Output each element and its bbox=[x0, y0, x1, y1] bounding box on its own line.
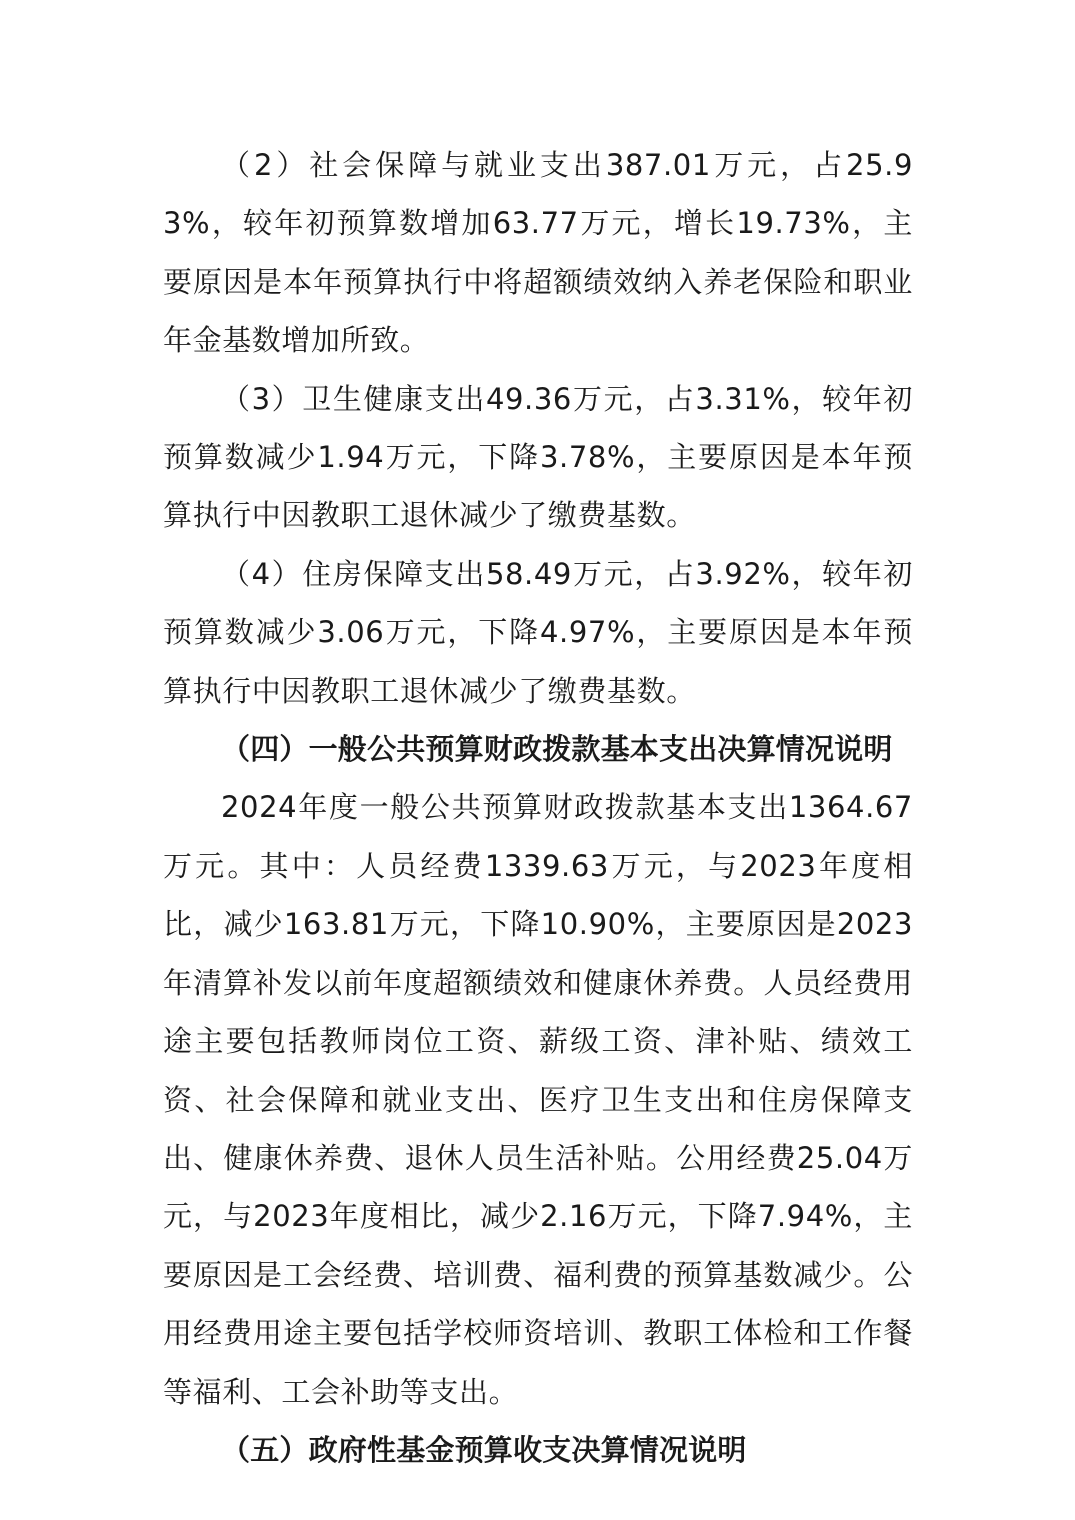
section-heading-government-fund: （五）政府性基金预算收支决算情况说明 bbox=[221, 1432, 747, 1467]
paragraph-housing-expense: （4）住房保障支出58.49万元，占3.92%，较年初预算数减少3.06万元，下降4.97%，主要原因是本年预算执行中因教职工退休减少了缴费基数。 bbox=[163, 556, 913, 708]
section-heading-basic-expenditure: （四）一般公共预算财政拨款基本支出决算情况说明 bbox=[221, 732, 893, 767]
paragraph-social-security-expense: （2）社会保障与就业支出387.01万元，占25.93%，较年初预算数增加63.77万元，增长19.73%，主要原因是本年预算执行中将超额绩效纳入养老保险和职业年金基数增加所致。 bbox=[163, 148, 913, 358]
paragraph-basic-expenditure-detail: 2024年度一般公共预算财政拨款基本支出1364.67万元。其中：人员经费1339.63万元，与2023年度相比，减少163.81万元，下降10.90%，主要原因是2023年清算补发以前年度超额绩效和健康休养费。人员经费用途主要包括教师岗位工资、薪级工资、津补贴、绩效工资、社会保障和就业支出、医疗卫生支出和住房保障支出、健康休养费、退休人员生活补贴。公用经费25.04万元，与2023年度相比，减少2.16万元，下降7.94%，主要原因是工会经费、培训费、福利费的预算基数减少。公用经费用途主要包括学校师资培训、教职工体检和工作餐等福利、工会补助等支出。 bbox=[163, 790, 913, 1409]
paragraph-health-expense: （3）卫生健康支出49.36万元，占3.31%，较年初预算数减少1.94万元，下降3.78%，主要原因是本年预算执行中因教职工退休减少了缴费基数。 bbox=[163, 381, 913, 533]
document-body bbox=[163, 136, 913, 1479]
